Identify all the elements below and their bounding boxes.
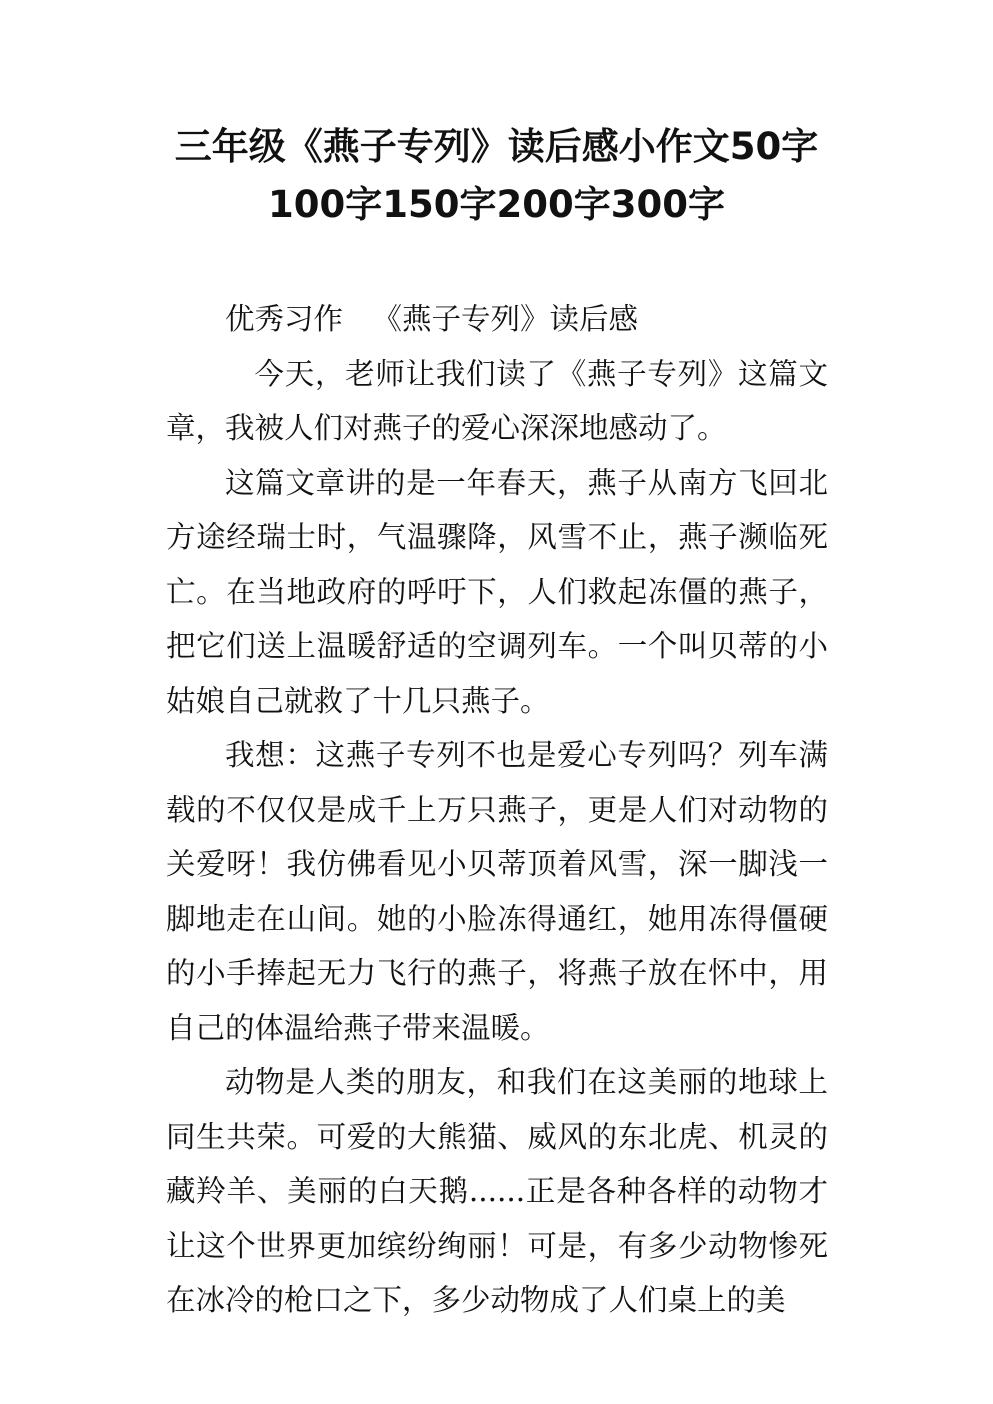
document-body — [166, 292, 828, 1328]
intro-line — [166, 292, 828, 347]
paragraph-2: 这篇文章讲的是一年春天，燕子从南方飞回北方途经瑞士时，气温骤降，风雪不止，燕子濒临死亡。在当地政府的呼吁下，人们救起冻僵的燕子，把它们送上温暖舒适的空调列车。一个叫贝蒂的小姑娘自己就救了十几只燕子。 — [166, 465, 828, 718]
intro-heading: 《燕子专列》读后感 — [372, 302, 639, 336]
intro-label: 优秀习作 — [225, 302, 344, 336]
paragraph-3: 我想：这燕子专列不也是爱心专列吗？列车满载的不仅仅是成千上万只燕子，更是人们对动物的关爱呀！我仿佛看见小贝蒂顶着风雪，深一脚浅一脚地走在山间。她的小脸冻得通红，她用冻得僵硬的小手捧起无力飞行的燕子，将燕子放在怀中，用自己的体温给燕子带来温暖。 — [166, 738, 828, 1045]
document-title: 三年级《燕子专列》读后感小作文50字100字150字200字300字 — [174, 125, 819, 226]
paragraph-4: 动物是人类的朋友，和我们在这美丽的地球上同生共荣。可爱的大熊猫、威风的东北虎、机灵的藏羚羊、美丽的白天鹅......正是各种各样的动物才让这个世界更加缤纷绚丽！可是，有多少动物惨死在冰冷的枪口之下，多少动物成了人们桌上的美 — [166, 1065, 828, 1317]
paragraph-1: 今天，老师让我们读了《燕子专列》这篇文章，我被人们对燕子的爱心深深地感动了。 — [166, 356, 828, 445]
